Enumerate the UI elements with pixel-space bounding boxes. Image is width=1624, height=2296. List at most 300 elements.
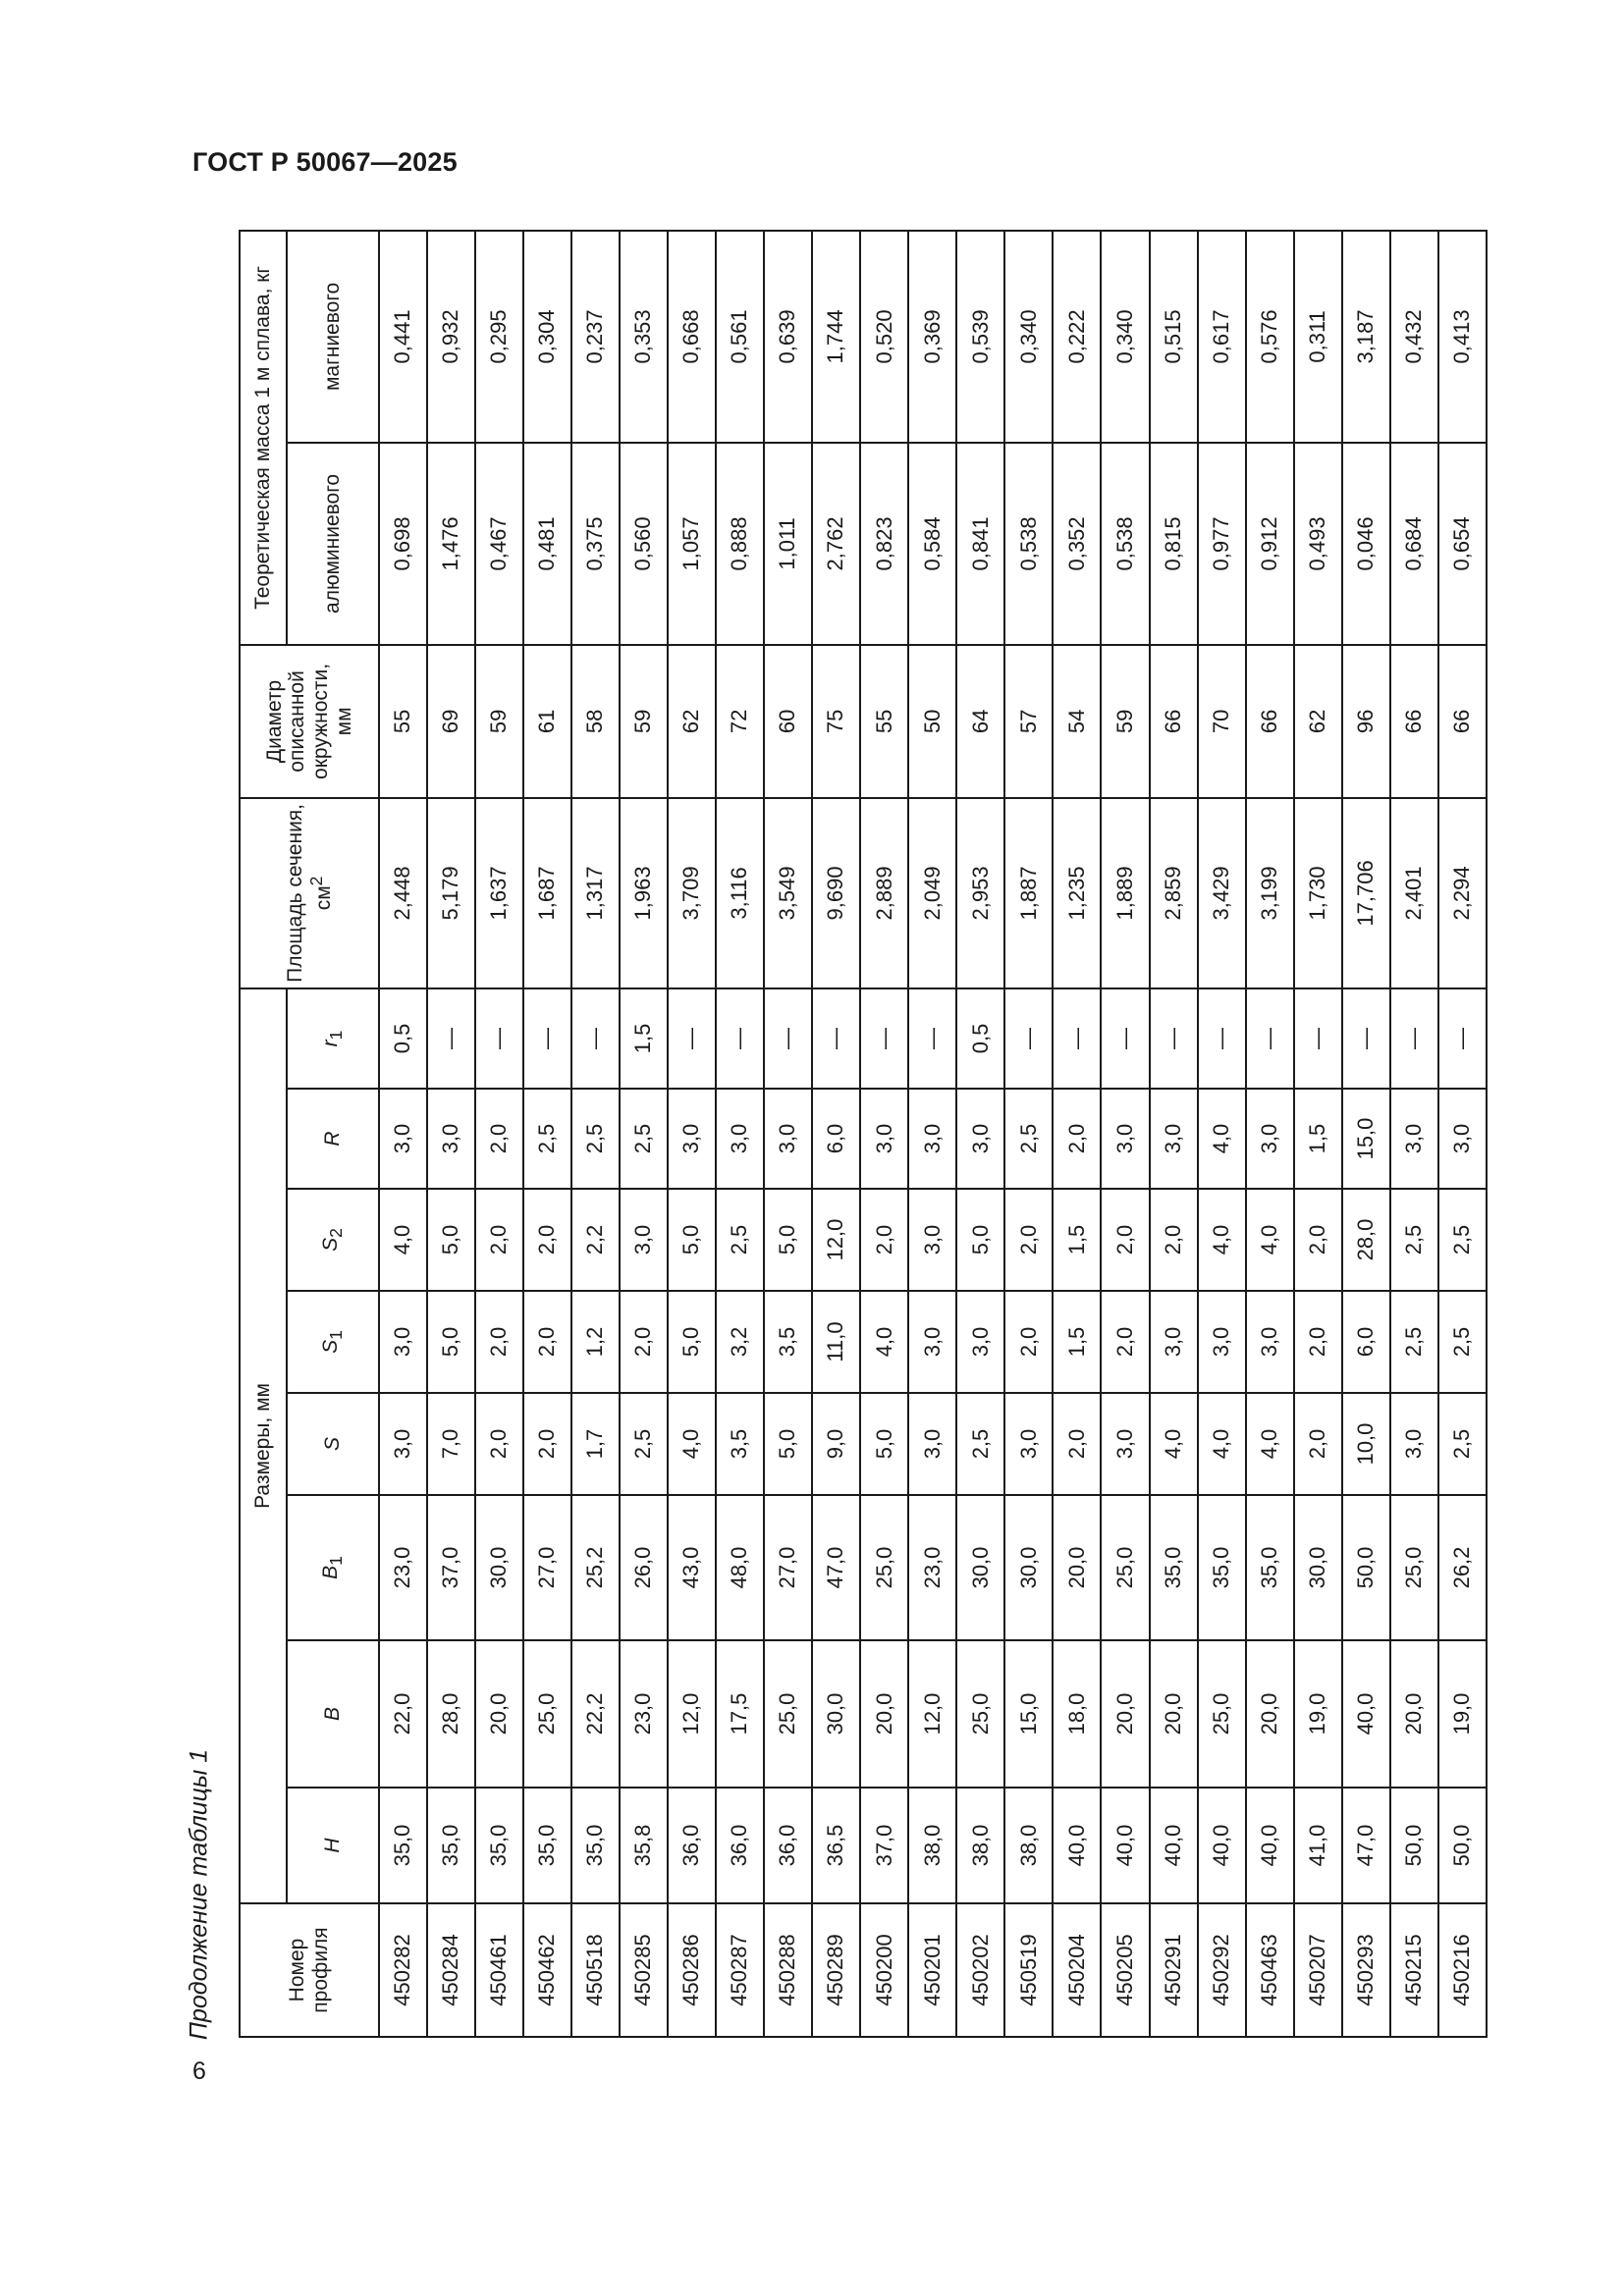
header-b [287,1640,379,1788]
cell-profile: 450289 [812,1903,860,2037]
header-h-symbol: H [321,1838,345,1853]
cell-b: 25,0 [764,1640,812,1788]
cell-b: 20,0 [475,1640,523,1788]
cell-b: 25,0 [956,1640,1004,1788]
header-r-symbol: R [321,1131,345,1147]
cell-s2: 4,0 [1246,1189,1294,1291]
cell-s2: 5,0 [764,1189,812,1291]
cell-s1: 3,0 [1198,1291,1246,1393]
cell-h: 35,0 [571,1788,620,1903]
cell-s1: 2,0 [523,1291,571,1393]
header-area-text: Площадь сечения, см [283,803,335,983]
cell-magnesium: 3,187 [1342,231,1390,443]
cell-area: 1,887 [1004,798,1053,988]
cell-h: 40,0 [1246,1788,1294,1903]
cell-r: 15,0 [1342,1089,1390,1189]
cell-magnesium: 0,441 [379,231,427,443]
cell-s: 2,0 [523,1393,571,1495]
cell-s: 4,0 [1198,1393,1246,1495]
cell-magnesium: 0,668 [668,231,716,443]
cell-diameter: 70 [1198,645,1246,798]
cell-r1: — [1438,988,1487,1089]
cell-area: 1,889 [1101,798,1149,988]
cell-s2: 3,0 [620,1189,668,1291]
cell-area: 2,049 [908,798,956,988]
cell-s: 4,0 [668,1393,716,1495]
table-row [379,231,427,2037]
cell-magnesium: 0,340 [1101,231,1149,443]
cell-magnesium: 0,639 [764,231,812,443]
cell-area: 1,317 [571,798,620,988]
table-caption: Продолжение таблицы 1 [185,1748,213,2041]
cell-h: 38,0 [908,1788,956,1903]
cell-r: 2,5 [571,1089,620,1189]
cell-diameter: 50 [908,645,956,798]
cell-diameter: 54 [1053,645,1101,798]
cell-magnesium: 0,295 [475,231,523,443]
header-h [287,1788,379,1903]
cell-s: 4,0 [1150,1393,1198,1495]
table-row [1246,231,1294,2037]
cell-profile: 450202 [956,1903,1004,2037]
header-b1-sub: 1 [326,1556,347,1566]
header-r1 [287,988,379,1089]
cell-r: 2,0 [475,1089,523,1189]
cell-area: 5,179 [427,798,475,988]
cell-h: 35,8 [620,1788,668,1903]
cell-diameter: 59 [620,645,668,798]
cell-s: 3,0 [1004,1393,1053,1495]
cell-profile: 450207 [1294,1903,1342,2037]
cell-b: 20,0 [1101,1640,1149,1788]
cell-profile: 450519 [1004,1903,1053,2037]
cell-h: 36,5 [812,1788,860,1903]
cell-area: 1,235 [1053,798,1101,988]
cell-r: 3,0 [956,1089,1004,1189]
profiles-table [239,230,1488,2038]
cell-aluminum: 0,654 [1438,443,1487,645]
cell-s: 3,0 [1390,1393,1438,1495]
cell-s2: 4,0 [379,1189,427,1291]
cell-b: 30,0 [812,1640,860,1788]
cell-b: 15,0 [1004,1640,1053,1788]
table-row [956,231,1004,2037]
cell-aluminum: 1,011 [764,443,812,645]
cell-profile: 450286 [668,1903,716,2037]
cell-h: 38,0 [1004,1788,1053,1903]
table-row [1438,231,1487,2037]
cell-b1: 30,0 [1004,1495,1053,1640]
header-s-symbol: S [321,1437,345,1452]
cell-b1: 35,0 [1150,1495,1198,1640]
cell-s1: 4,0 [860,1291,908,1393]
cell-s1: 2,0 [1294,1291,1342,1393]
cell-s1: 3,0 [956,1291,1004,1393]
cell-area: 1,637 [475,798,523,988]
cell-magnesium: 0,311 [1294,231,1342,443]
cell-area: 3,549 [764,798,812,988]
cell-area: 1,687 [523,798,571,988]
cell-s1: 2,0 [620,1291,668,1393]
cell-r: 2,0 [1053,1089,1101,1189]
cell-s2: 5,0 [668,1189,716,1291]
cell-r: 3,0 [1101,1089,1149,1189]
header-r1-sub: 1 [326,1030,347,1041]
cell-h: 35,0 [379,1788,427,1903]
cell-h: 36,0 [668,1788,716,1903]
cell-h: 47,0 [1342,1788,1390,1903]
cell-profile: 450282 [379,1903,427,2037]
cell-s2: 2,0 [1004,1189,1053,1291]
cell-s2: 3,0 [908,1189,956,1291]
cell-magnesium: 0,237 [571,231,620,443]
cell-magnesium: 0,353 [620,231,668,443]
cell-r1: — [1246,988,1294,1089]
table-body [379,231,1487,2037]
cell-s: 5,0 [860,1393,908,1495]
cell-r: 3,0 [1390,1089,1438,1189]
cell-magnesium: 0,539 [956,231,1004,443]
cell-b: 18,0 [1053,1640,1101,1788]
cell-s2: 2,2 [571,1189,620,1291]
cell-s1: 2,0 [475,1291,523,1393]
cell-r1: — [1198,988,1246,1089]
header-b1 [287,1495,379,1640]
cell-aluminum: 0,467 [475,443,523,645]
cell-r: 3,0 [427,1089,475,1189]
cell-r: 3,0 [379,1089,427,1189]
cell-b1: 43,0 [668,1495,716,1640]
cell-diameter: 66 [1150,645,1198,798]
cell-s2: 2,0 [1150,1189,1198,1291]
cell-r: 4,0 [1198,1089,1246,1189]
cell-r: 2,5 [1004,1089,1053,1189]
cell-profile: 450204 [1053,1903,1101,2037]
cell-b1: 25,0 [860,1495,908,1640]
header-s1-symbol: S [319,1339,343,1354]
cell-h: 40,0 [1198,1788,1246,1903]
cell-s: 2,5 [956,1393,1004,1495]
table-row [1390,231,1438,2037]
cell-area: 3,709 [668,798,716,988]
cell-s: 10,0 [1342,1393,1390,1495]
cell-b1: 26,2 [1438,1495,1487,1640]
cell-b: 20,0 [1246,1640,1294,1788]
cell-area: 3,429 [1198,798,1246,988]
cell-diameter: 60 [764,645,812,798]
table-row [1150,231,1198,2037]
cell-b1: 23,0 [908,1495,956,1640]
table-row [1101,231,1149,2037]
header-diameter: Диаметр описанной окружности, мм [240,645,379,798]
cell-h: 36,0 [716,1788,764,1903]
cell-diameter: 59 [1101,645,1149,798]
header-profile-number: Номер профиля [240,1903,379,2037]
cell-area: 17,706 [1342,798,1390,988]
cell-aluminum: 0,823 [860,443,908,645]
cell-b1: 35,0 [1246,1495,1294,1640]
cell-aluminum: 0,841 [956,443,1004,645]
cell-r1: — [475,988,523,1089]
cell-r: 3,0 [860,1089,908,1189]
cell-b1: 37,0 [427,1495,475,1640]
cell-b: 20,0 [1390,1640,1438,1788]
cell-profile: 450284 [427,1903,475,2037]
cell-profile: 450293 [1342,1903,1390,2037]
cell-aluminum: 0,046 [1342,443,1390,645]
cell-b: 28,0 [427,1640,475,1788]
cell-s1: 1,5 [1053,1291,1101,1393]
cell-profile: 450200 [860,1903,908,2037]
cell-s: 2,0 [475,1393,523,1495]
cell-r: 2,5 [620,1089,668,1189]
cell-area: 2,859 [1150,798,1198,988]
rotated-table-container [239,232,1488,2038]
cell-r1: — [523,988,571,1089]
table-row [908,231,956,2037]
cell-aluminum: 0,538 [1101,443,1149,645]
cell-b: 23,0 [620,1640,668,1788]
header-b1-symbol: B [319,1565,343,1579]
cell-b: 19,0 [1438,1640,1487,1788]
cell-b: 22,0 [379,1640,427,1788]
cell-area: 9,690 [812,798,860,988]
cell-r1: — [1390,988,1438,1089]
cell-r: 3,0 [716,1089,764,1189]
cell-b: 40,0 [1342,1640,1390,1788]
cell-magnesium: 0,617 [1198,231,1246,443]
header-r1-symbol: r [319,1040,343,1047]
header-s2-sub: 2 [326,1228,347,1238]
table-row [1004,231,1053,2037]
cell-s1: 3,0 [379,1291,427,1393]
cell-b1: 35,0 [1198,1495,1246,1640]
cell-aluminum: 0,352 [1053,443,1101,645]
cell-s1: 11,0 [812,1291,860,1393]
cell-aluminum: 0,698 [379,443,427,645]
cell-magnesium: 0,432 [1390,231,1438,443]
cell-diameter: 64 [956,645,1004,798]
cell-h: 41,0 [1294,1788,1342,1903]
cell-diameter: 66 [1390,645,1438,798]
cell-b: 22,2 [571,1640,620,1788]
cell-diameter: 55 [860,645,908,798]
table-row [1294,231,1342,2037]
cell-s2: 2,0 [475,1189,523,1291]
document-header: ГОСТ Р 50067—2025 [192,147,458,177]
cell-profile: 450462 [523,1903,571,2037]
cell-h: 40,0 [1053,1788,1101,1903]
cell-profile: 450291 [1150,1903,1198,2037]
cell-aluminum: 0,912 [1246,443,1294,645]
table-row [1342,231,1390,2037]
cell-s2: 2,5 [1438,1189,1487,1291]
cell-r1: — [1004,988,1053,1089]
cell-h: 35,0 [523,1788,571,1903]
cell-s2: 5,0 [956,1189,1004,1291]
header-s1 [287,1291,379,1393]
cell-magnesium: 0,413 [1438,231,1487,443]
header-s1-sub: 1 [326,1330,347,1340]
cell-r: 3,0 [1438,1089,1487,1189]
cell-s: 9,0 [812,1393,860,1495]
header-b-symbol: B [321,1707,345,1722]
cell-area: 1,963 [620,798,668,988]
cell-b: 17,5 [716,1640,764,1788]
header-sizes-group: Размеры, мм [240,988,287,1903]
cell-r1: 0,5 [379,988,427,1089]
cell-profile: 450518 [571,1903,620,2037]
cell-diameter: 66 [1438,645,1487,798]
table-row [1198,231,1246,2037]
cell-profile: 450292 [1198,1903,1246,2037]
cell-magnesium: 0,340 [1004,231,1053,443]
header-magnesium: магниевого [287,231,379,443]
cell-s1: 3,2 [716,1291,764,1393]
cell-area: 2,401 [1390,798,1438,988]
cell-aluminum: 2,762 [812,443,860,645]
cell-b1: 25,0 [1390,1495,1438,1640]
cell-s1: 2,5 [1438,1291,1487,1393]
cell-profile: 450216 [1438,1903,1487,2037]
cell-r1: — [1053,988,1101,1089]
cell-b: 25,0 [523,1640,571,1788]
table-row [427,231,475,2037]
cell-r1: — [860,988,908,1089]
table-row [860,231,908,2037]
cell-magnesium: 0,576 [1246,231,1294,443]
cell-h: 35,0 [475,1788,523,1903]
cell-s2: 2,0 [523,1189,571,1291]
cell-r1: — [1342,988,1390,1089]
cell-s: 3,0 [1101,1393,1149,1495]
cell-b1: 20,0 [1053,1495,1101,1640]
cell-area: 2,448 [379,798,427,988]
cell-diameter: 69 [427,645,475,798]
cell-b1: 47,0 [812,1495,860,1640]
table-caption-wrap [185,1748,214,2041]
cell-profile: 450463 [1246,1903,1294,2037]
cell-b: 25,0 [1198,1640,1246,1788]
cell-s2: 2,5 [716,1189,764,1291]
cell-s: 7,0 [427,1393,475,1495]
cell-profile: 450461 [475,1903,523,2037]
cell-s1: 3,0 [1150,1291,1198,1393]
cell-s: 2,0 [1053,1393,1101,1495]
header-r [287,1089,379,1189]
cell-aluminum: 0,815 [1150,443,1198,645]
table-row [571,231,620,2037]
cell-s1: 3,5 [764,1291,812,1393]
cell-h: 38,0 [956,1788,1004,1903]
cell-r: 6,0 [812,1089,860,1189]
cell-diameter: 61 [523,645,571,798]
cell-magnesium: 0,369 [908,231,956,443]
cell-r1: — [427,988,475,1089]
table-row [523,231,571,2037]
cell-b1: 48,0 [716,1495,764,1640]
cell-magnesium: 1,744 [812,231,860,443]
cell-s1: 2,0 [1101,1291,1149,1393]
cell-s: 2,5 [1438,1393,1487,1495]
page-number: 6 [192,2057,206,2085]
cell-diameter: 58 [571,645,620,798]
cell-b: 12,0 [668,1640,716,1788]
header-s2-symbol: S [319,1237,343,1252]
cell-b1: 26,0 [620,1495,668,1640]
cell-b1: 25,0 [1101,1495,1149,1640]
cell-aluminum: 0,481 [523,443,571,645]
cell-h: 50,0 [1390,1788,1438,1903]
cell-magnesium: 0,520 [860,231,908,443]
cell-b1: 30,0 [1294,1495,1342,1640]
cell-h: 35,0 [427,1788,475,1903]
cell-b: 19,0 [1294,1640,1342,1788]
cell-r1: — [908,988,956,1089]
cell-aluminum: 0,538 [1004,443,1053,645]
cell-diameter: 62 [668,645,716,798]
cell-b1: 50,0 [1342,1495,1390,1640]
cell-magnesium: 0,222 [1053,231,1101,443]
cell-s1: 2,0 [1004,1291,1053,1393]
cell-b1: 27,0 [764,1495,812,1640]
cell-b1: 30,0 [956,1495,1004,1640]
cell-s2: 28,0 [1342,1189,1390,1291]
cell-aluminum: 0,977 [1198,443,1246,645]
cell-diameter: 75 [812,645,860,798]
cell-r1: 0,5 [956,988,1004,1089]
cell-profile: 450288 [764,1903,812,2037]
cell-s1: 5,0 [668,1291,716,1393]
header-mass-group: Теоретическая масса 1 м сплава, кг [240,231,287,645]
cell-b1: 30,0 [475,1495,523,1640]
cell-aluminum: 1,476 [427,443,475,645]
cell-area: 2,889 [860,798,908,988]
cell-r: 2,5 [523,1089,571,1189]
cell-s1: 2,5 [1390,1291,1438,1393]
cell-s1: 3,0 [1246,1291,1294,1393]
cell-diameter: 66 [1246,645,1294,798]
cell-area: 3,116 [716,798,764,988]
cell-area: 2,953 [956,798,1004,988]
cell-b: 20,0 [1150,1640,1198,1788]
cell-s1: 6,0 [1342,1291,1390,1393]
cell-aluminum: 0,375 [571,443,620,645]
cell-s2: 12,0 [812,1189,860,1291]
cell-aluminum: 0,684 [1390,443,1438,645]
cell-profile: 450215 [1390,1903,1438,2037]
header-aluminum: алюминиевого [287,443,379,645]
cell-r: 3,0 [1246,1089,1294,1189]
cell-r1: — [1101,988,1149,1089]
cell-aluminum: 1,057 [668,443,716,645]
cell-profile: 450201 [908,1903,956,2037]
cell-s2: 2,0 [1294,1189,1342,1291]
cell-aluminum: 0,493 [1294,443,1342,645]
cell-s: 2,0 [1294,1393,1342,1495]
cell-r1: — [1294,988,1342,1089]
cell-b: 20,0 [860,1640,908,1788]
table-row [620,231,668,2037]
cell-s2: 2,5 [1390,1189,1438,1291]
cell-aluminum: 0,888 [716,443,764,645]
cell-b: 12,0 [908,1640,956,1788]
header-s2 [287,1189,379,1291]
cell-diameter: 62 [1294,645,1342,798]
cell-s2: 2,0 [1101,1189,1149,1291]
cell-area: 1,730 [1294,798,1342,988]
cell-h: 40,0 [1150,1788,1198,1903]
